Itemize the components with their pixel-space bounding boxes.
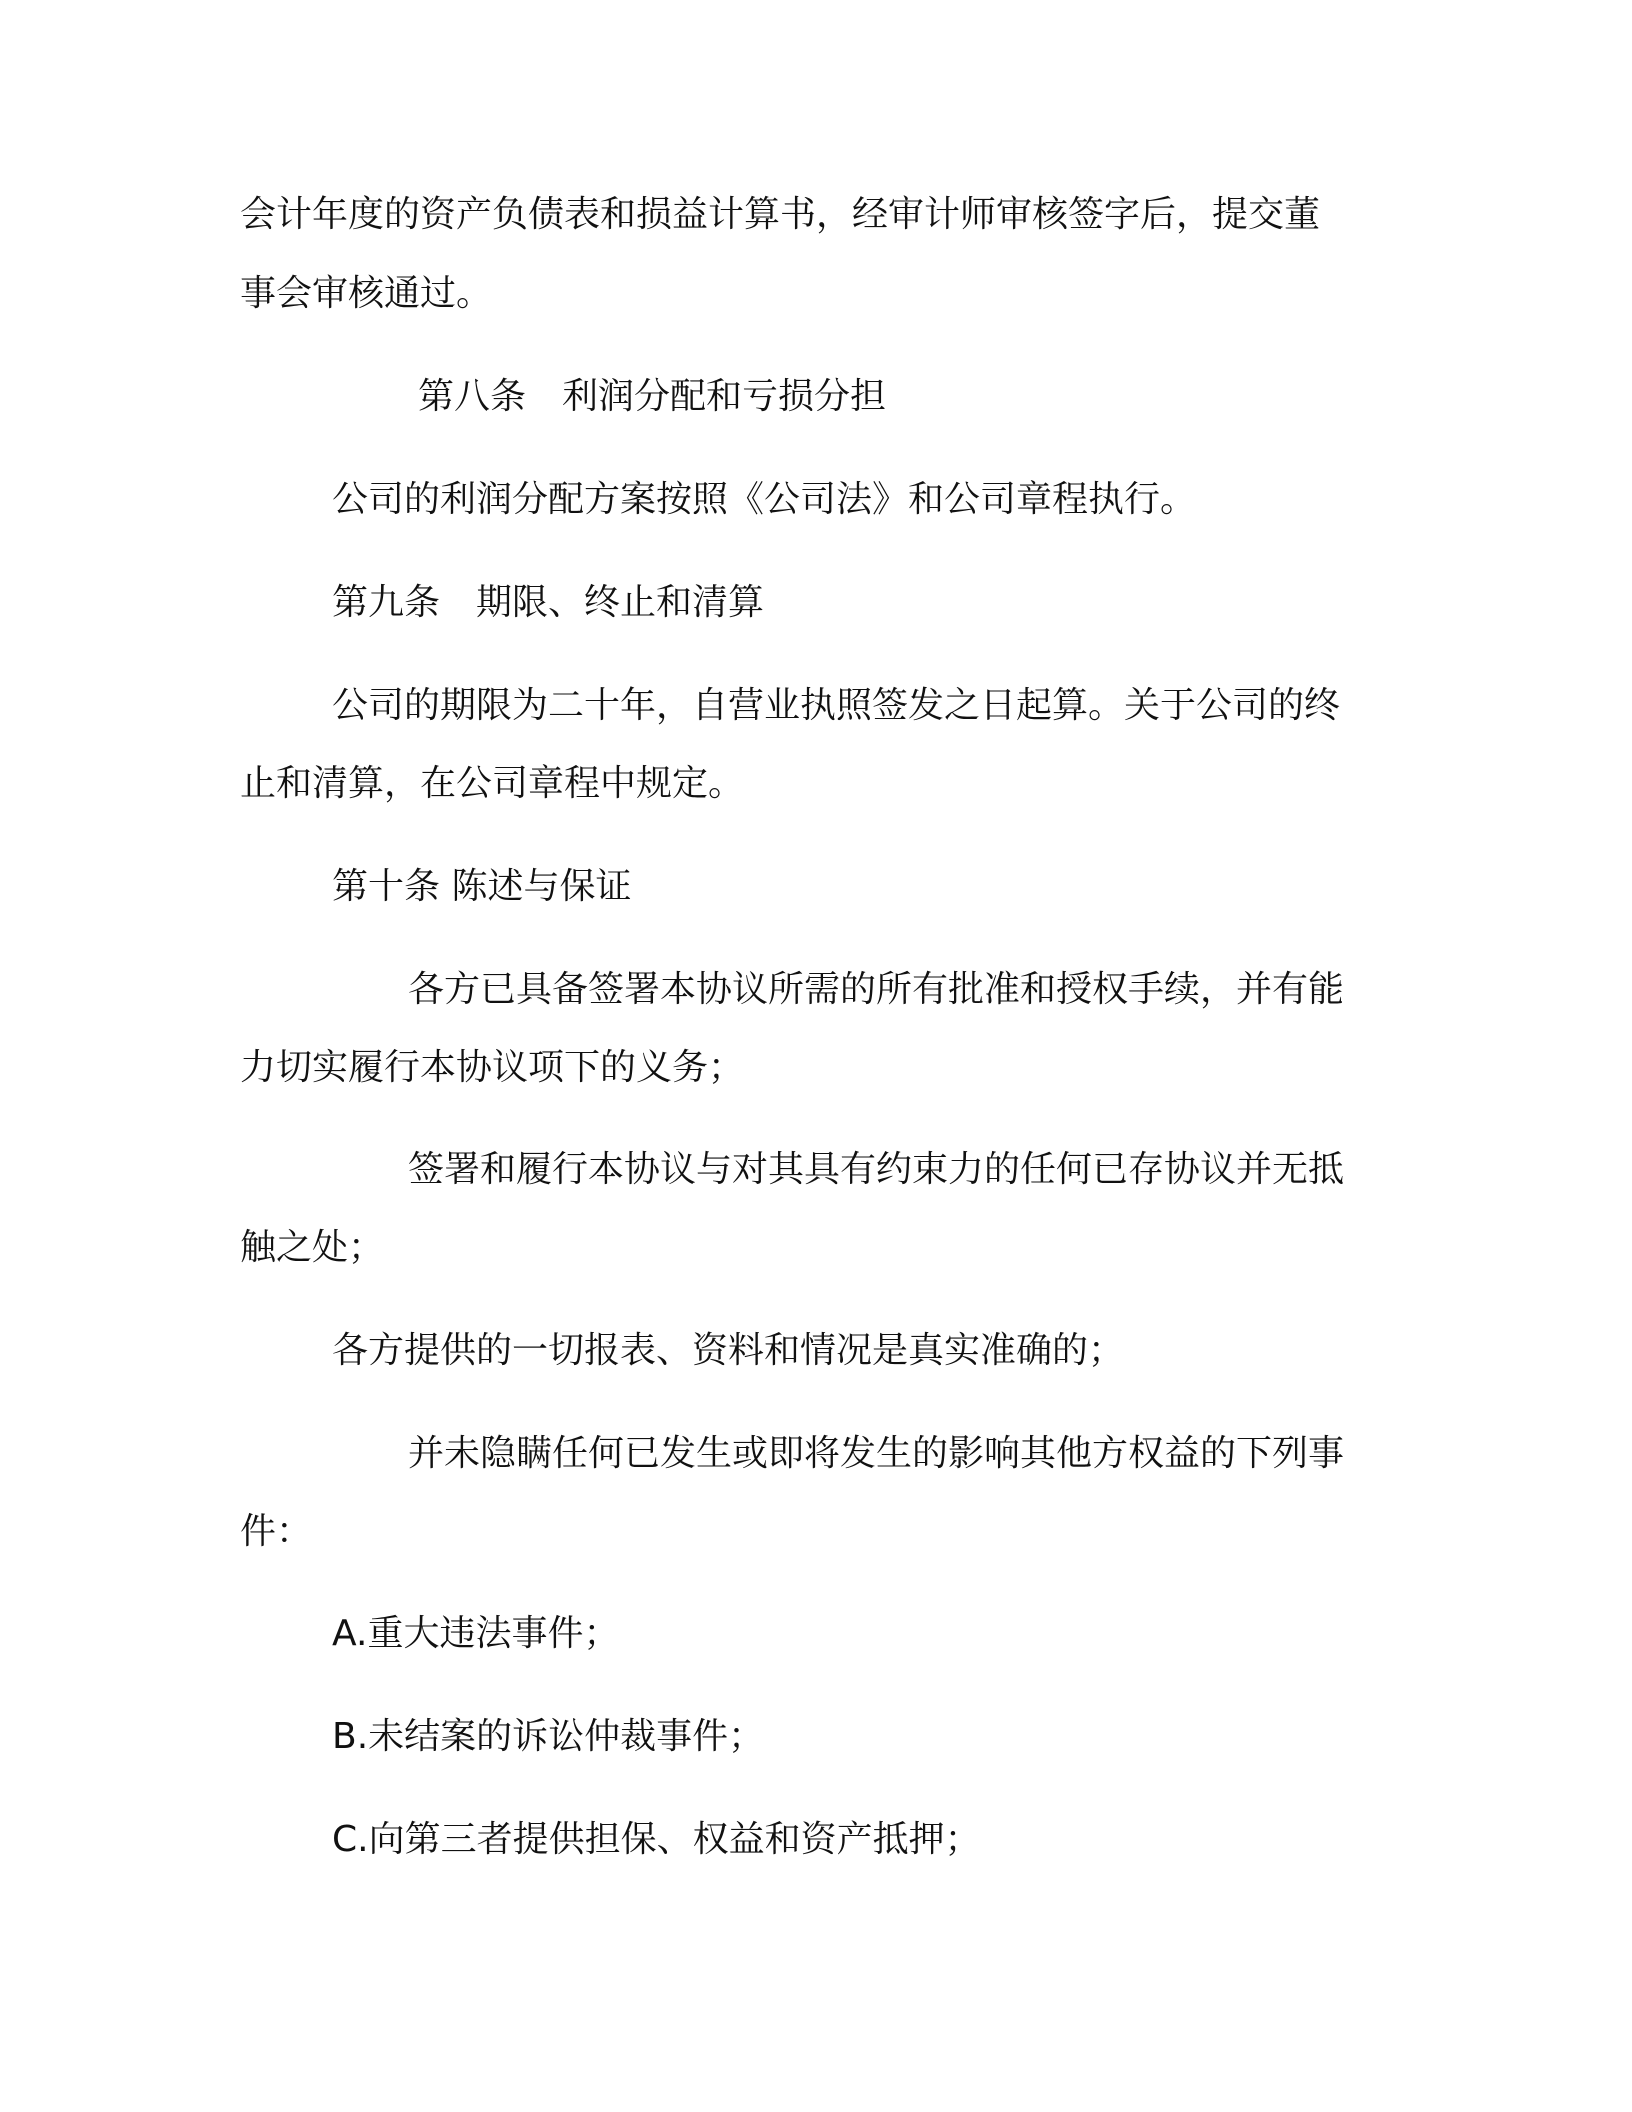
list-item-a: A.重大违法事件； bbox=[332, 1613, 620, 1654]
text-line-4: 公司的利润分配方案按照《公司法》和公司章程执行。 bbox=[332, 479, 1197, 520]
text-line-1: 会计年度的资产负债表和损益计算书，经审计师审核签字后，提交董 bbox=[240, 194, 1321, 235]
list-item-c: C.向第三者提供担保、权益和资产抵押； bbox=[332, 1819, 981, 1860]
text-line-6: 公司的期限为二十年，自营业执照签发之日起算。关于公司的终 bbox=[332, 685, 1341, 726]
text-line-13: 各方提供的一切报表、资料和情况是真实准确的； bbox=[332, 1330, 1125, 1371]
list-item-b: B.未结案的诉讼仲裁事件； bbox=[332, 1716, 765, 1757]
text-line-14: 并未隐瞒任何已发生或即将发生的影响其他方权益的下列事 bbox=[408, 1433, 1345, 1474]
text-line-10: 力切实履行本协议项下的义务； bbox=[240, 1047, 745, 1088]
text-line-15: 件： bbox=[240, 1511, 313, 1552]
text-line-7: 止和清算，在公司章程中规定。 bbox=[240, 763, 745, 804]
section-heading-8: 第八条 利润分配和亏损分担 bbox=[418, 376, 887, 417]
text-line-11: 签署和履行本协议与对其具有约束力的任何已存协议并无抵 bbox=[408, 1149, 1345, 1190]
section-heading-9: 第九条 期限、终止和清算 bbox=[332, 582, 765, 623]
text-line-9: 各方已具备签署本协议所需的所有批准和授权手续，并有能 bbox=[408, 969, 1345, 1010]
text-line-2: 事会审核通过。 bbox=[240, 273, 493, 314]
text-line-12: 触之处； bbox=[240, 1227, 385, 1268]
section-heading-10: 第十条 陈述与保证 bbox=[332, 866, 632, 907]
